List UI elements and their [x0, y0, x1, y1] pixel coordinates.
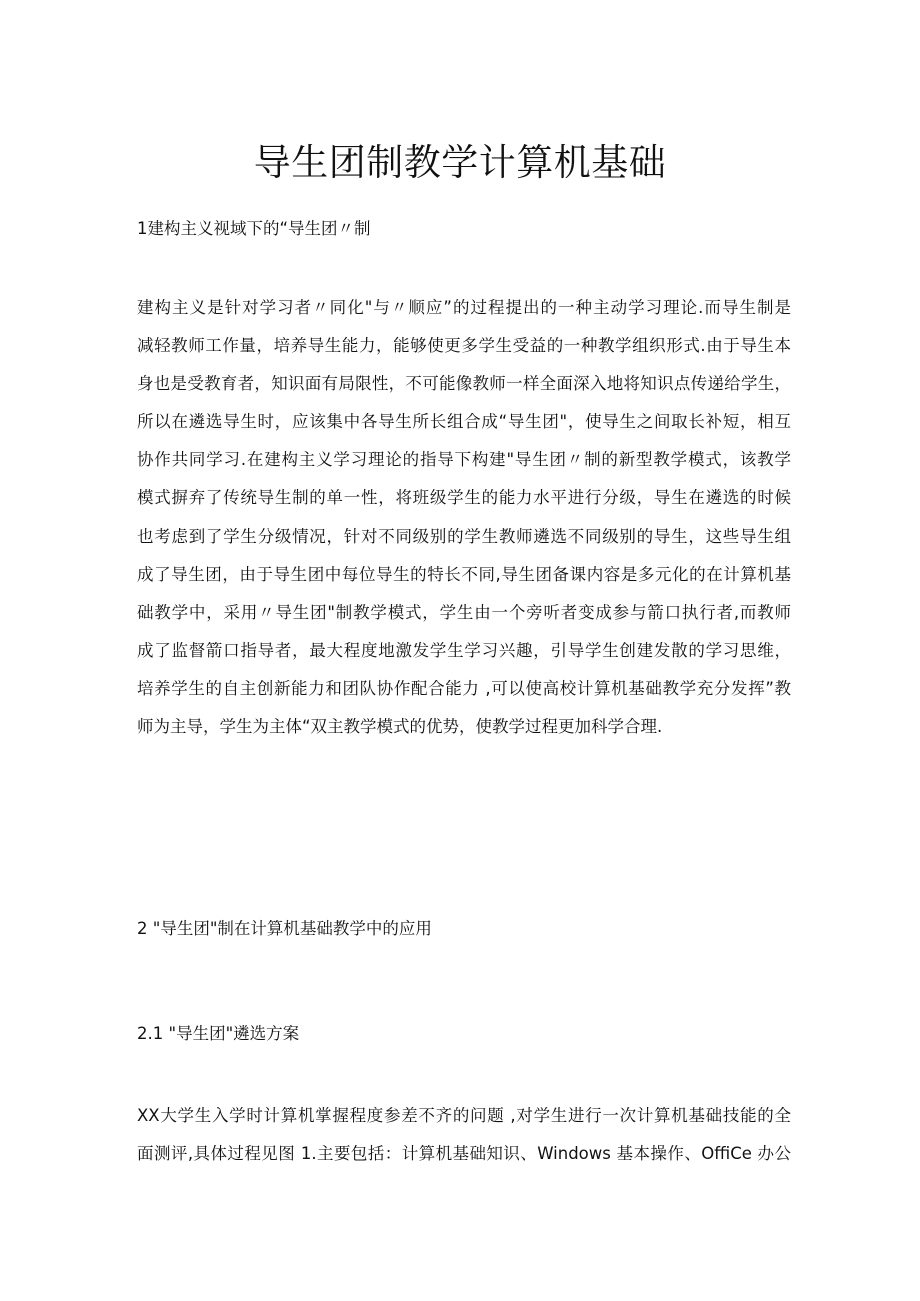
section-2-1-paragraph: [137, 1097, 791, 1173]
paragraph-line: 减轻教师工作量，培养导生能力，能够使更多学生受益的一种教学组织形式.由于导生本: [137, 336, 791, 356]
paragraph-line: 培养学生的自主创新能力和团队协作配合能力 ,可以使高校计算机基础教学充分发挥”教: [137, 678, 791, 698]
paragraph-line: 模式摒弃了传统导生制的单一性，将班级学生的能力水平进行分级，导生在遴选的时候: [137, 488, 791, 508]
section-2-1-heading: 2.1 "导生团"遴选方案: [137, 1024, 300, 1043]
section-1-heading: 1建构主义视域下的“导生团〃制: [137, 219, 371, 238]
paragraph-line: XX大学生入学时计算机掌握程度参差不齐的问题 ,对学生进行一次计算机基础技能的全: [137, 1106, 791, 1125]
paragraph-line: 身也是受教育者，知识面有局限性，不可能像教师一样全面深入地将知识点传递给学生，: [137, 374, 791, 394]
paragraph-line: 协作共同学习.在建构主义学习理论的指导下构建"导生团〃制的新型教学模式，该教学: [137, 450, 791, 470]
paragraph-line: 所以在遴选导生时，应该集中各导生所长组合成“导生团"，使导生之间取长补短，相互: [137, 412, 791, 432]
section-2-heading: 2 "导生团"制在计算机基础教学中的应用: [137, 919, 432, 938]
paragraph-line: 建构主义是针对学习者〃同化"与〃顺应”的过程提出的一种主动学习理论.而导生制是: [137, 298, 791, 317]
paragraph-line: 成了监督箭口指导者，最大程度地激发学生学习兴趣，引导学生创建发散的学习思维，: [137, 640, 791, 660]
paragraph-line: 也考虑到了学生分级情况，针对不同级别的学生教师遴选不同级别的导生，这些导生组: [137, 526, 791, 546]
paragraph-line: 师为主导，学生为主体“双主教学模式的优势，使教学过程更加科学合理.: [137, 717, 663, 737]
paragraph-line: 面测评,具体过程见图 1.主要包括：计算机基础知识、Windows 基本操作、OffiCe 办公: [137, 1144, 791, 1164]
section-1-paragraph: [137, 289, 791, 746]
document-title: 导生团制教学计算机基础: [253, 141, 667, 184]
paragraph-line: 础教学中，采用〃导生团"制教学模式，学生由一个旁听者变成参与箭口执行者,而教师: [137, 602, 791, 622]
paragraph-line: 成了导生团，由于导生团中每位导生的特长不同,导生团备课内容是多元化的在计算机基: [137, 564, 791, 584]
